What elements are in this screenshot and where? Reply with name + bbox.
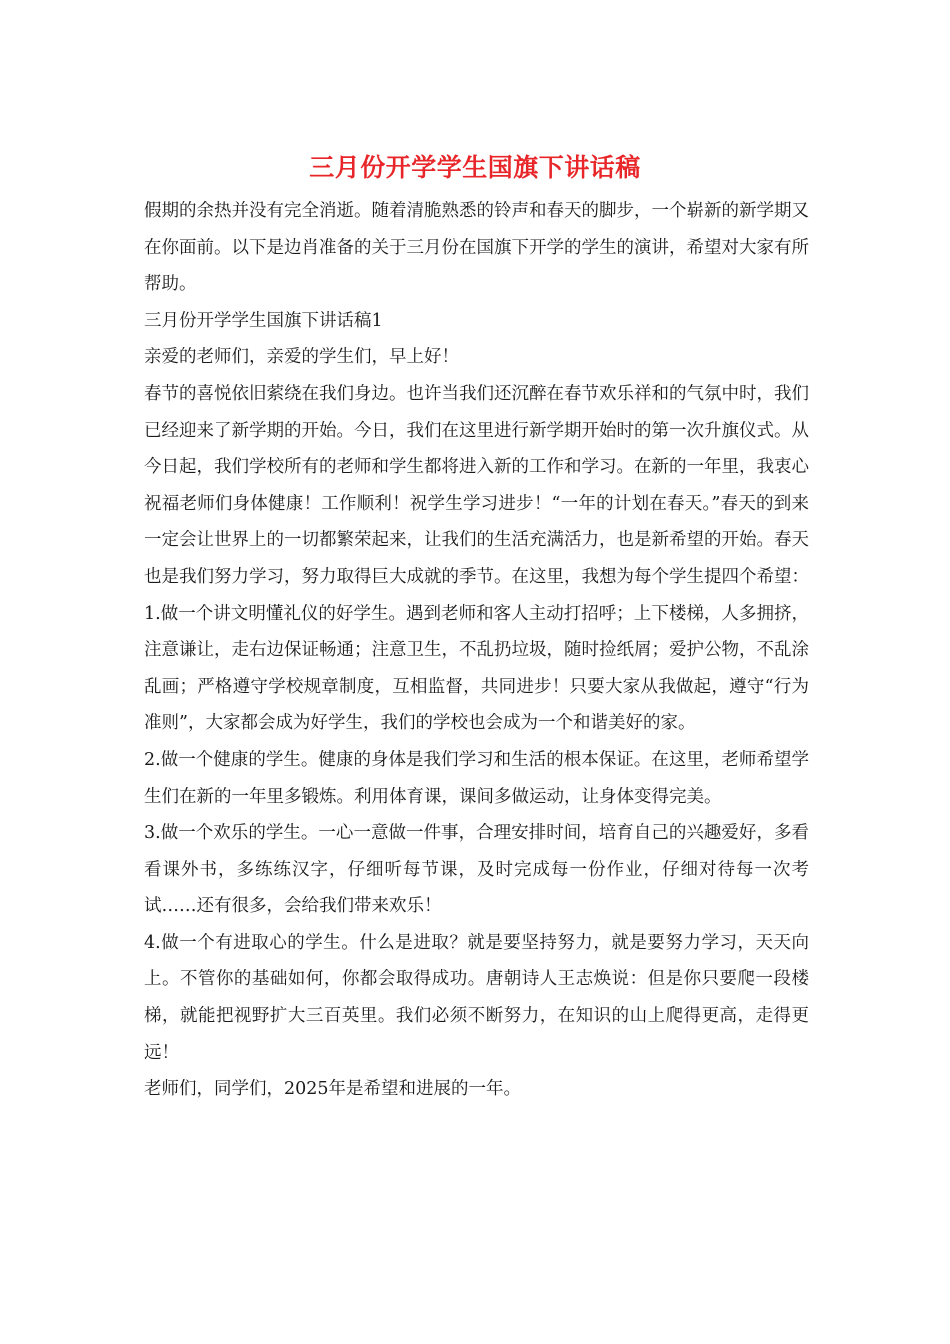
- body-paragraph: 春节的喜悦依旧萦绕在我们身边。也许当我们还沉醉在春节欢乐祥和的气氛中时，我们已经迎来了新学期的开始。今日，我们在这里进行新学期开始时的第一次升旗仪式。从今日起，我们学校所有的老师和学生都将进入新的工作和学习。在新的一年里，我衷心祝福老师们身体健康！工作顺利！祝学生学习进步！“一年的计划在春天。”春天的到来一定会让世界上的一切都繁荣起来，让我们的生活充满活力，也是新希望的开始。春天也是我们努力学习，努力取得巨大成就的季节。在这里，我想为每个学生提四个希望：: [144, 383, 809, 587]
- greeting-paragraph: 亲爱的老师们，亲爱的学生们，早上好！: [144, 347, 459, 368]
- intro-paragraph: 假期的余热并没有完全消逝。随着清脆熟悉的铃声和春天的脚步，一个崭新的新学期又在你面前。以下是边肖准备的关于三月份在国旗下开学的学生的演讲，希望对大家有所帮助。: [144, 201, 809, 295]
- hope-item-4: 4.做一个有进取心的学生。什么是进取？就是要坚持努力，就是要努力学习，天天向上。不管你的基础如何，你都会取得成功。唐朝诗人王志焕说：但是你只要爬一段楼梯，就能把视野扩大三百英里。我们必须不断努力，在知识的山上爬得更高，走得更远！: [144, 932, 809, 1063]
- document-title: 三月份开学学生国旗下讲话稿: [309, 153, 641, 182]
- hope-item-3: 3.做一个欢乐的学生。一心一意做一件事，合理安排时间，培育自己的兴趣爱好，多看看课外书，多练练汉字，仔细听每节课，及时完成每一份作业，仔细对待每一次考试……还有很多，会给我们带来欢乐！: [144, 823, 809, 917]
- hope-item-2: 2.做一个健康的学生。健康的身体是我们学习和生活的根本保证。在这里，老师希望学生们在新的一年里多锻炼。利用体育课，课间多做运动，让身体变得完美。: [144, 749, 809, 807]
- speech-heading: 三月份开学学生国旗下讲话稿1: [144, 310, 383, 331]
- document-body: [144, 193, 809, 1108]
- hope-item-1: 1.做一个讲文明懂礼仪的好学生。遇到老师和客人主动打招呼；上下楼梯，人多拥挤，注意谦让，走右边保证畅通；注意卫生，不乱扔垃圾，随时捡纸屑；爱护公物，不乱涂乱画；严格遵守学校规章制度，互相监督，共同进步！只要大家从我做起，遵守“行为准则”，大家都会成为好学生，我们的学校也会成为一个和谐美好的家。: [144, 603, 809, 734]
- closing-paragraph: 老师们，同学们，2025年是希望和进展的一年。: [144, 1079, 522, 1100]
